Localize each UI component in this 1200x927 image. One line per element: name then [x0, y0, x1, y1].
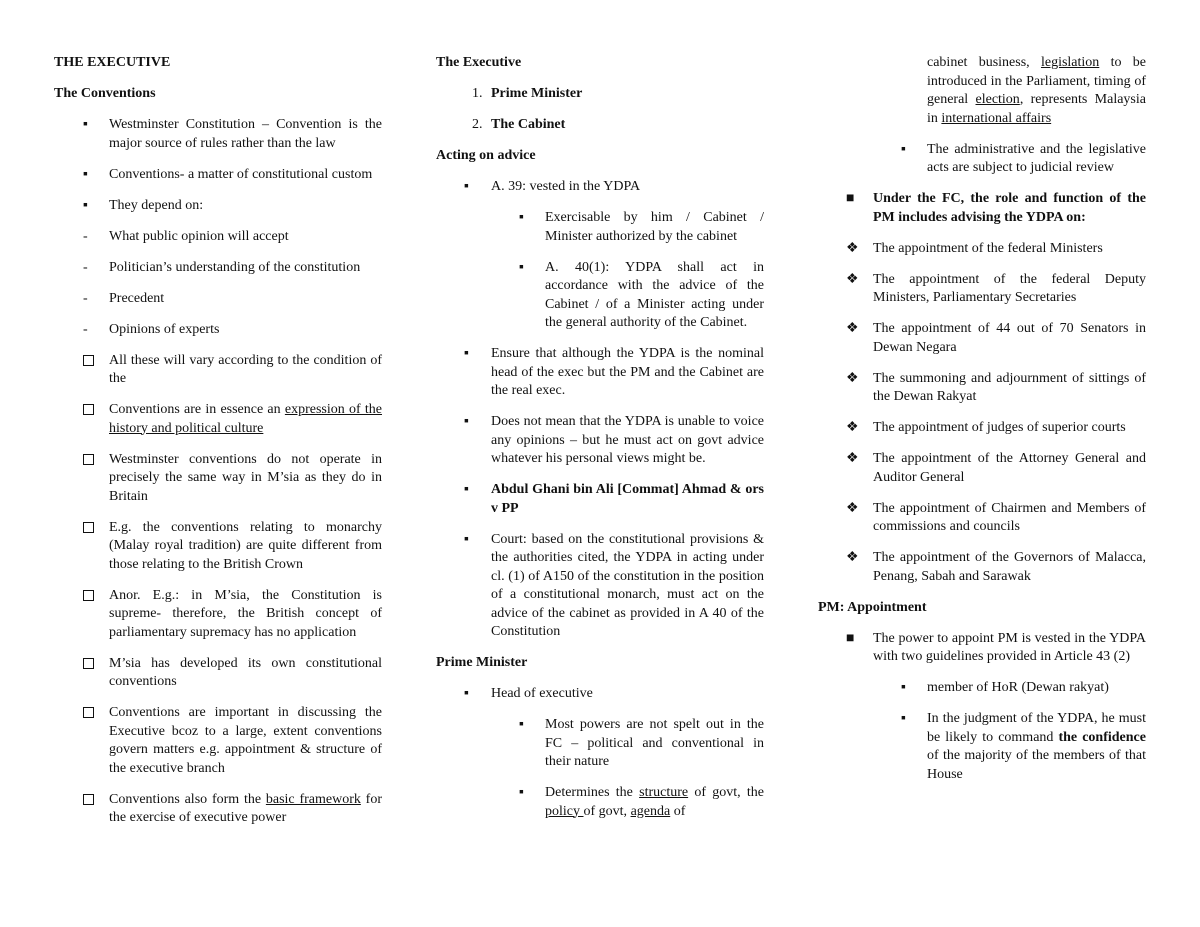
document-title: THE EXECUTIVE	[54, 55, 171, 70]
list-item-text: The appointment of the federal Deputy Ministers, Parliamentary Secretaries	[873, 271, 1146, 305]
list-item	[54, 791, 382, 828]
list-item-text: Conventions are in essence an	[109, 402, 285, 417]
dash-icon: -	[83, 228, 88, 244]
underlined-phrase: agenda	[630, 803, 671, 819]
list-item-text: Head of executive	[491, 686, 593, 701]
list-item	[54, 228, 382, 247]
underlined-phrase: election	[975, 92, 1020, 107]
list-item	[818, 271, 1146, 308]
list-item-text: A. 39: vested in the YDPA	[491, 179, 641, 194]
list-item	[818, 419, 1146, 438]
list-item-text: Anor. E.g.: in M’sia, the Constitution is supreme- therefore, the British concept of parliamentary supremacy has no application	[109, 587, 382, 640]
checkbox-icon	[83, 707, 94, 718]
diamond-bullet-icon: ❖	[846, 500, 859, 516]
underlined-phrase: structure	[639, 785, 689, 800]
list-item	[54, 166, 382, 185]
bullet-icon: ▪	[464, 346, 469, 361]
list-item	[54, 401, 382, 438]
list-item-determines	[436, 784, 764, 821]
list-item	[436, 413, 764, 469]
list-item-text: The administrative and the legislative acts are subject to judicial review	[927, 141, 1146, 175]
list-item-text: Politician’s understanding of the constitution	[109, 259, 361, 275]
underlined-phrase: basic framework	[265, 791, 361, 807]
bullet-icon: ▪	[901, 711, 906, 726]
list-item-text: The appointment of the Governors of Malacca, Penang, Sabah and Sarawak	[873, 550, 1146, 584]
list-item-text: Determines the	[545, 785, 640, 800]
list-item	[818, 710, 1146, 784]
checkbox-icon	[83, 794, 94, 805]
bullet-icon: ▪	[83, 117, 88, 132]
list-item-text: The appointment of the Attorney General and Auditor General	[873, 451, 1146, 485]
list-item	[436, 259, 764, 333]
list-item-text: Westminster conventions do not operate in precisely the same way in M’sia as they do in Britain	[109, 451, 382, 504]
number-marker: 2.	[472, 117, 483, 132]
list-item	[818, 500, 1146, 537]
numbered-item	[436, 116, 764, 135]
checkbox-icon	[83, 658, 94, 669]
checkbox-icon	[83, 404, 94, 415]
list-item-text: All these will vary according to the condition of the	[109, 352, 382, 386]
list-item	[818, 450, 1146, 487]
list-item	[436, 209, 764, 246]
list-item-text: Court: based on the constitutional provisions & the authorities cited, the YDPA in acting under cl. (1) of A150 of the constitution in the position of a constitutional monarch, must act on the advice of the cabinet as provided in A 40 of the Constitution	[491, 531, 764, 639]
column-3	[818, 54, 1146, 797]
list-item-text: M’sia has developed its own constitutional conventions	[109, 655, 382, 689]
column-1	[54, 54, 382, 840]
list-item	[54, 352, 382, 389]
bullet-icon: ▪	[83, 197, 88, 213]
list-item	[54, 655, 382, 692]
bullet-icon: ▪	[464, 414, 469, 429]
checkbox-icon	[83, 590, 94, 601]
list-item-case-name	[436, 481, 764, 518]
list-item	[54, 451, 382, 507]
list-item	[54, 704, 382, 778]
underlined-phrase: international affairs	[941, 110, 1052, 126]
list-item	[818, 630, 1146, 667]
list-item	[54, 519, 382, 575]
bullet-icon: ▪	[83, 166, 88, 182]
list-item-text: of	[670, 803, 686, 819]
numbered-item	[436, 85, 764, 104]
list-item	[54, 321, 382, 340]
list-item-text: Westminster Constitution – Convention is the major source of rules rather than the law	[109, 117, 382, 151]
list-item	[436, 345, 764, 401]
dash-icon: -	[83, 321, 88, 337]
column-2	[436, 54, 764, 834]
list-item-fc-role	[818, 190, 1146, 227]
list-item-text: Ensure that although the YDPA is the nominal head of the exec but the PM and the Cabinet are the real exec.	[491, 346, 764, 398]
list-item-text: The appointment of the federal Ministers	[873, 240, 1103, 256]
list-item-text: of the majority of the members of that House	[927, 748, 1146, 782]
list-item-text: for the exercise of executive power	[109, 791, 382, 825]
list-item-text: The appointment of 44 out of 70 Senators in Dewan Negara	[873, 321, 1146, 355]
list-item-text: to be introduced in the Parliament, timing of general	[927, 55, 1146, 107]
list-item-text: They depend on:	[109, 197, 204, 213]
bullet-icon: ▪	[519, 210, 524, 225]
list-item-text: The power to appoint PM is vested in the YDPA with two guidelines provided in Article 43 (2)	[873, 630, 1146, 664]
list-item	[54, 290, 382, 309]
list-item-text: Under the FC, the role and function of the PM includes advising the YDPA on:	[873, 191, 1146, 225]
underlined-phrase: legislation	[1040, 55, 1100, 70]
list-item	[54, 587, 382, 643]
list-item	[818, 240, 1146, 259]
list-item	[818, 370, 1146, 407]
list-item	[436, 178, 764, 197]
list-item	[818, 320, 1146, 357]
list-item-text: A. 40(1): YDPA shall act in accordance with the advice of the Cabinet / of a Minister acting under the general authority of the Cabinet.	[545, 259, 764, 330]
diamond-bullet-icon: ❖	[846, 240, 859, 256]
number-marker: 1.	[472, 86, 483, 101]
list-item-text: The appointment of Chairmen and Members of commissions and councils	[873, 500, 1146, 534]
diamond-bullet-icon: ❖	[846, 321, 859, 336]
section-heading-conventions: The Conventions	[54, 86, 156, 101]
list-item	[54, 259, 382, 278]
list-item-text: Conventions- a matter of constitutional custom	[109, 166, 373, 182]
bullet-icon: ▪	[519, 259, 524, 275]
list-item-text: , represents Malaysia in	[927, 92, 1146, 126]
bullet-icon: ▪	[464, 686, 469, 701]
section-heading-executive: The Executive	[436, 55, 522, 70]
diamond-bullet-icon: ❖	[846, 550, 859, 565]
list-item-text: Conventions are important in discussing the Executive bcoz to a large, extent conventions govern matters e.g. appointment & structure of the executive branch	[109, 705, 382, 776]
list-item-text: of govt,	[583, 803, 631, 819]
underlined-phrase: policy	[545, 803, 584, 819]
diamond-bullet-icon: ❖	[846, 451, 859, 466]
dash-icon: -	[83, 259, 88, 275]
diamond-bullet-icon: ❖	[846, 420, 859, 435]
list-item-text: Precedent	[109, 290, 165, 306]
list-item-text: Conventions also form the	[109, 791, 266, 807]
list-item-text: cabinet business,	[927, 55, 1041, 70]
section-heading-acting-on-advice: Acting on advice	[436, 148, 536, 163]
list-item	[54, 116, 382, 153]
diamond-bullet-icon: ❖	[846, 271, 859, 287]
numbered-item-text: The Cabinet	[491, 117, 566, 132]
list-item	[54, 197, 382, 216]
list-item-text: E.g. the conventions relating to monarchy (Malay royal tradition) are quite different from those relating to the British Crown	[109, 519, 382, 572]
case-name: Abdul Ghani bin Ali [Commat] Ahmad & ors v PP	[491, 482, 764, 516]
bullet-icon: ▪	[901, 680, 906, 695]
section-heading-prime-minister: Prime Minister	[436, 655, 528, 670]
section-heading-pm-appointment: PM: Appointment	[818, 599, 927, 615]
list-item-text: of govt, the	[688, 785, 764, 800]
bullet-icon: ▪	[519, 785, 524, 800]
list-item	[818, 549, 1146, 586]
checkbox-icon	[83, 355, 94, 366]
list-item-text: member of HoR (Dewan rakyat)	[927, 680, 1109, 695]
bullet-icon: ▪	[464, 179, 469, 194]
list-item-text: What public opinion will accept	[109, 228, 289, 244]
list-item	[818, 679, 1146, 698]
list-item-continuation	[818, 54, 1146, 128]
checkbox-icon	[83, 522, 94, 533]
list-item-text: Most powers are not spelt out in the FC – political and conventional in their nature	[545, 717, 764, 769]
bold-phrase: the confidence	[1058, 729, 1146, 745]
bullet-icon: ▪	[519, 717, 524, 732]
list-item-text: The appointment of judges of superior courts	[873, 420, 1126, 435]
list-item-text: Opinions of experts	[109, 321, 220, 337]
square-bullet-icon: ■	[846, 191, 855, 206]
underlined-phrase: expression of the history and political culture	[109, 402, 382, 436]
bullet-icon: ▪	[901, 141, 906, 157]
diamond-bullet-icon: ❖	[846, 370, 859, 386]
list-item	[436, 716, 764, 772]
list-item-text: Exercisable by him / Cabinet / Minister authorized by the cabinet	[545, 210, 764, 244]
bullet-icon: ▪	[464, 531, 469, 547]
list-item	[436, 531, 764, 642]
bullet-icon: ▪	[464, 482, 469, 497]
list-item-text: The summoning and adjournment of sittings of the Dewan Rakyat	[873, 370, 1146, 404]
list-item-text: Does not mean that the YDPA is unable to voice any opinions – but he must act on govt advice whatever his personal views might be.	[491, 414, 764, 466]
square-bullet-icon: ■	[846, 630, 855, 646]
list-item	[818, 141, 1146, 178]
dash-icon: -	[83, 290, 88, 306]
numbered-item-text: Prime Minister	[491, 86, 583, 101]
list-item	[436, 685, 764, 704]
list-item-text: In the judgment of the YDPA, he must be likely to command	[927, 711, 1146, 745]
checkbox-icon	[83, 454, 94, 465]
